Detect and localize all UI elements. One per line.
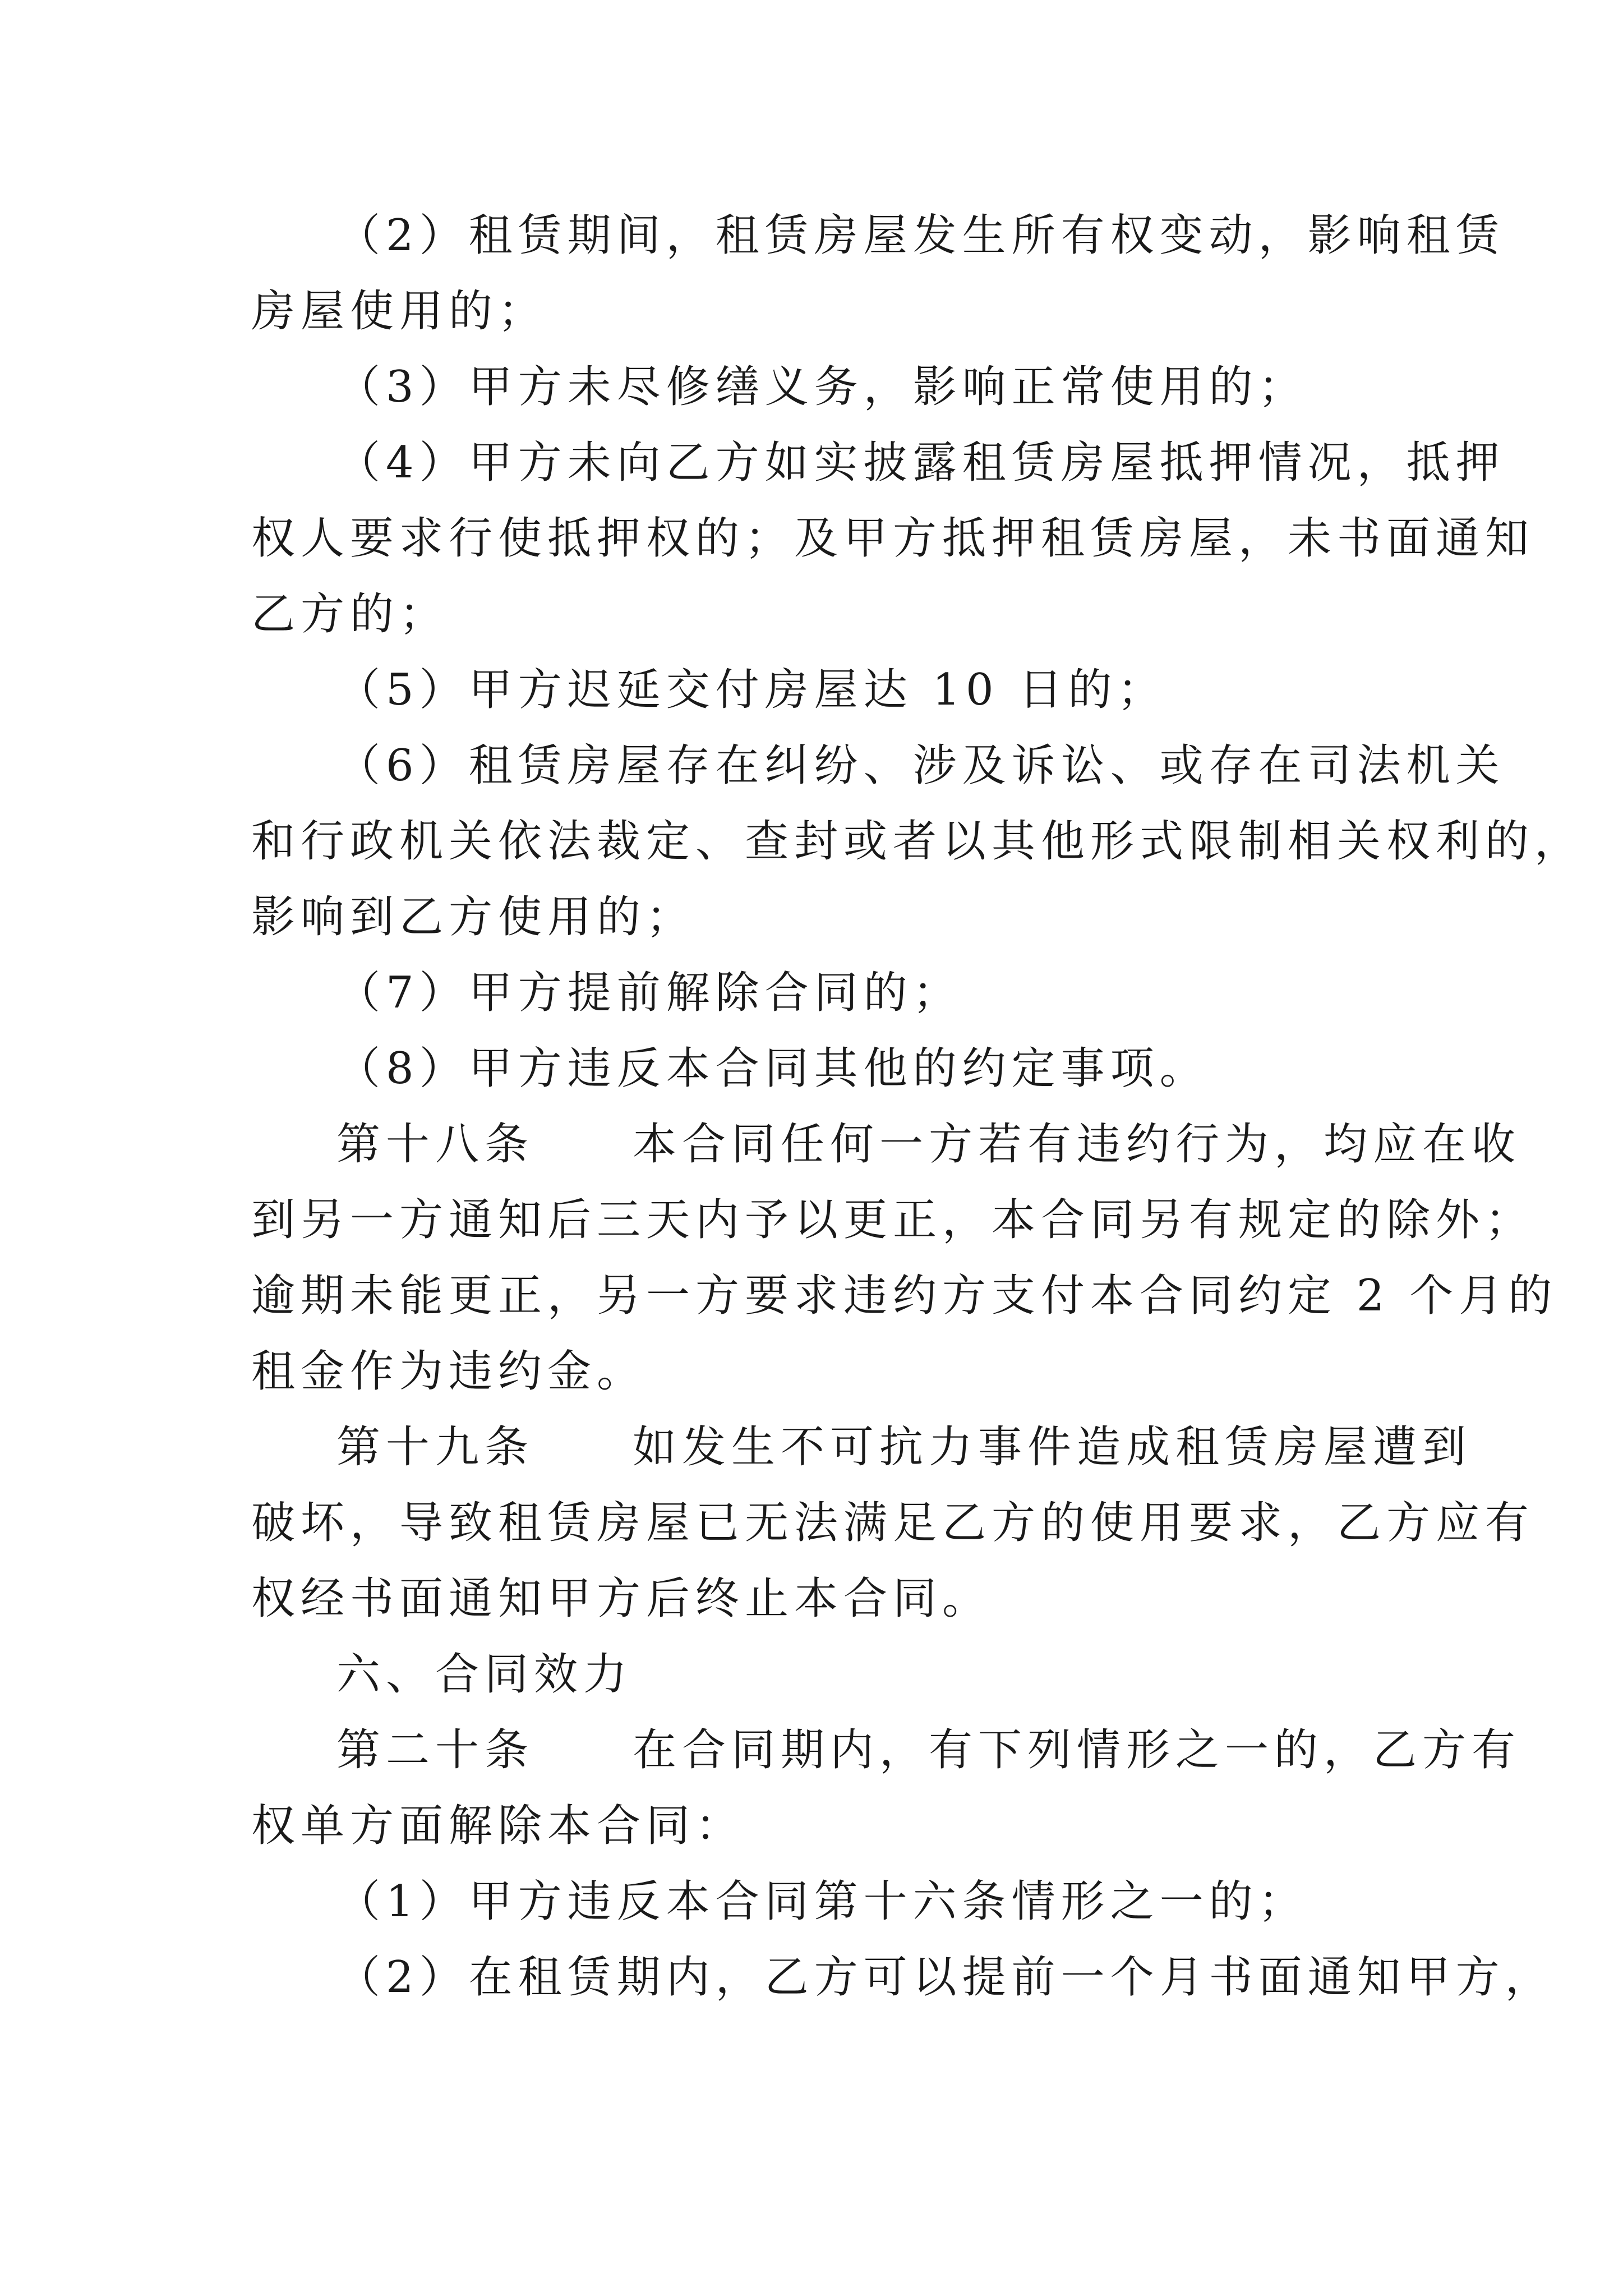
clause-16-item-3: （3）甲方未尽修缮义务，影响正常使用的； [336,362,1308,412]
clause-16-item-4-line-2: 权人要求行使抵押权的；及甲方抵押租赁房屋，未书面通知 [251,513,1535,564]
section-heading-contract-effect: 六、合同效力 [336,1649,633,1700]
clause-16-item-4-line-3: 乙方的； [251,589,449,639]
clause-19-line-3: 权经书面通知甲方后终止本合同。 [251,1573,992,1624]
clause-18-line-4: 租金作为违约金。 [251,1346,647,1397]
clause-16-item-5: （5）甲方迟延交付房屋达 10 日的； [336,665,1167,715]
clause-16-item-6-line-2: 和行政机关依法裁定、查封或者以其他形式限制相关权利的， [251,816,1584,867]
clause-16-item-6-line-1: （6）租赁房屋存在纠纷、涉及诉讼、或存在司法机关 [336,740,1505,791]
clause-19-line-2: 破坏，导致租赁房屋已无法满足乙方的使用要求，乙方应有 [251,1498,1535,1548]
clause-16-item-8: （8）甲方违反本合同其他的约定事项。 [336,1043,1209,1094]
clause-16-item-2-line-1: （2）租赁期间，租赁房屋发生所有权变动，影响租赁 [336,210,1505,261]
clause-18-line-3: 逾期未能更正，另一方要求违约方支付本合同约定 2 个月的 [251,1271,1558,1321]
clause-18-line-1: 第十八条 本合同任何一方若有违约行为，均应在收 [336,1119,1521,1170]
clause-16-item-4-line-1: （4）甲方未向乙方如实披露租赁房屋抵押情况，抵押 [336,438,1505,488]
clause-16-item-7: （7）甲方提前解除合同的； [336,968,962,1018]
clause-16-item-2-line-2: 房屋使用的； [251,286,548,337]
clause-19-line-1: 第十九条 如发生不可抗力事件造成租赁房屋遭到 [336,1422,1472,1473]
clause-20-item-2-line-1: （2）在租赁期内，乙方可以提前一个月书面通知甲方， [336,1952,1555,2003]
clause-16-item-6-line-3: 影响到乙方使用的； [251,892,696,942]
clause-20-line-2: 权单方面解除本合同： [251,1801,745,1851]
clause-20-item-1: （1）甲方违反本合同第十六条情形之一的； [336,1876,1308,1927]
clause-18-line-2: 到另一方通知后三天内予以更正，本合同另有规定的除外； [251,1195,1535,1245]
clause-20-line-1: 第二十条 在合同期内，有下列情形之一的，乙方有 [336,1725,1521,1775]
